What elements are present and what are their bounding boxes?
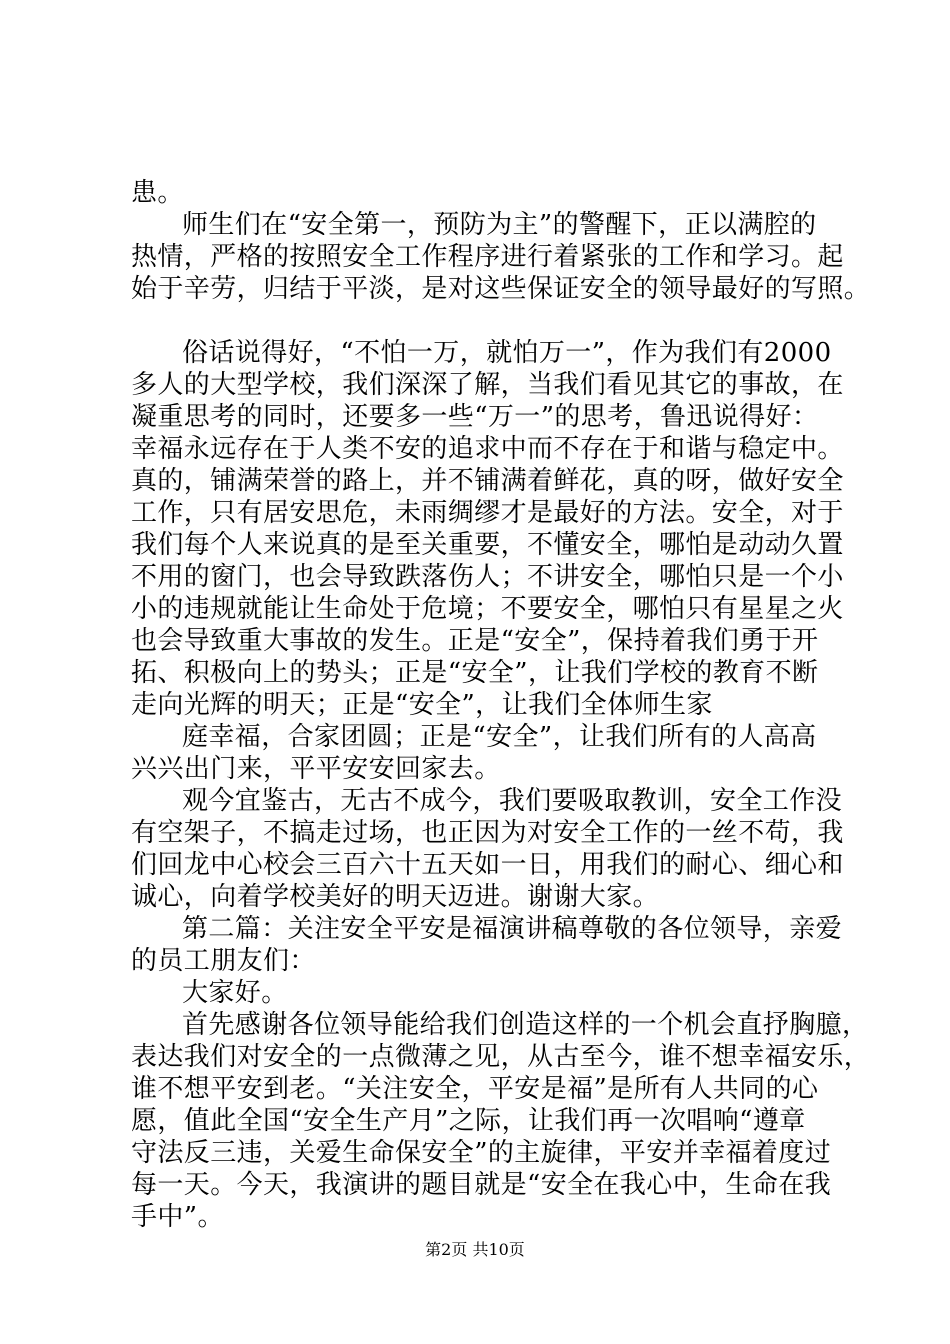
text-line: 小的违规就能让生命处于危境；不要安全，哪怕只有星星之火 [131,594,844,624]
text-line: 观今宜鉴古，无古不成今，我们要吸取教训，安全工作没 [182,786,843,816]
text-line: 真的，铺满荣誉的路上，并不铺满着鲜花，真的呀，做好安全 [131,466,844,496]
text-line: 拓、积极向上的势头；正是“安全”，让我们学校的教育不断 [131,658,819,688]
text-line: 也会导致重大事故的发生。正是“安全”，保持着我们勇于开 [131,626,819,656]
text-line: 多人的大型学校，我们深深了解，当我们看见其它的事故，在 [131,370,844,400]
text-line: 有空架子，不搞走过场，也正因为对安全工作的一丝不苟，我 [131,818,844,848]
text-line: 手中”。 [131,1202,224,1232]
text-line: 们回龙中心校会三百六十五天如一日，用我们的耐心、细心和 [131,850,844,880]
text-line: 兴兴出门来，平平安安回家去。 [131,754,501,784]
text-line: 工作，只有居安思危，未雨绸缪才是最好的方法。安全，对于 [131,498,844,528]
section-heading-line: 第二篇：关注安全平安是福演讲稿尊敬的各位领导，亲爱 [182,914,843,944]
text-line: 我们每个人来说真的是至关重要，不懂安全，哪怕是动动久置 [131,530,844,560]
text-line: 首先感谢各位领导能给我们创造这样的一个机会直抒胸臆， [182,1010,869,1040]
text-line: 诚心，向着学校美好的明天迈进。谢谢大家。 [131,882,660,912]
text-line: 大家好。 [182,978,288,1008]
text-line: 凝重思考的同时，还要多一些“万一”的思考，鲁迅说得好： [131,402,819,432]
text-line: 师生们在“安全第一，预防为主”的警醒下，正以满腔的 [182,210,817,240]
text-line: 始于辛劳，归结于平淡，是对这些保证安全的领导最好的写照。 [131,274,871,304]
text-line: 守法反三违，关爱生命保安全”的主旋律，平安并幸福着度过 [131,1138,832,1168]
text-line: 表达我们对安全的一点微薄之见，从古至今，谁不想幸福安乐， [131,1042,871,1072]
page-number-footer: 第2页 共10页 [425,1240,525,1259]
text-line: 谁不想平安到老。“关注安全，平安是福”是所有人共同的心 [131,1074,819,1104]
text-line: 走向光辉的明天；正是“安全”，让我们全体师生家 [131,690,713,720]
text-line: 俗话说得好，“不怕一万，就怕万一”，作为我们有2000 [182,338,832,368]
text-line: 患。 [131,178,184,208]
text-line: 幸福永远存在于人类不安的追求中而不存在于和谐与稳定中。 [131,434,844,464]
text-line: 每一天。今天，我演讲的题目就是“安全在我心中，生命在我 [131,1170,832,1200]
text-line: 庭幸福，合家团圆；正是“安全”，让我们所有的人高高 [182,722,817,752]
text-line: 热情，严格的按照安全工作程序进行着紧张的工作和学习。起 [131,242,844,272]
text-line: 愿，值此全国“安全生产月”之际，让我们再一次唱响“遵章 [131,1106,806,1136]
text-line: 的员工朋友们： [131,946,316,976]
text-line: 不用的窗门，也会导致跌落伤人；不讲安全，哪怕只是一个小 [131,562,844,592]
